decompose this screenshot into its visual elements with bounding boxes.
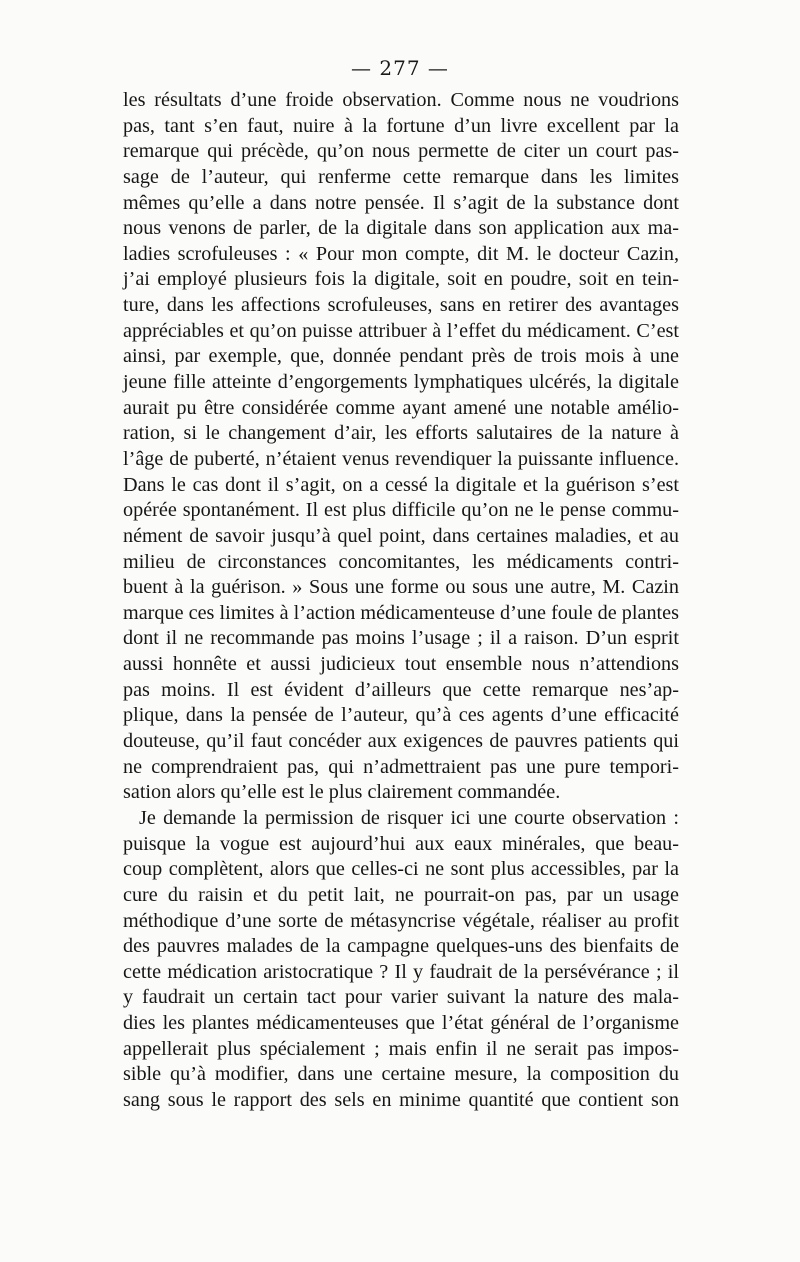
text-line: ladies scrofuleuses : « Pour mon compte, dit M. le docteur Cazin, <box>123 242 679 265</box>
text-line: jeune fille atteinte d’engorgements lymphatiques ulcérés, la digitale <box>123 371 679 394</box>
text-line: puisque la vogue est aujourd’hui aux eaux minérales, que beau- <box>123 832 679 855</box>
text-line: appellerait plus spécialement ; mais enfin il ne serait pas impos- <box>123 1037 679 1060</box>
text-line: pas moins. Il est évident d’ailleurs que cette remarque nes’ap- <box>123 678 679 701</box>
page-number: — 277 — <box>351 56 449 80</box>
text-line: méthodique d’une sorte de métasyncrise végétale, réaliser au profit <box>123 909 679 932</box>
text-line: les résultats d’une froide observation. Comme nous ne voudrions <box>123 89 679 111</box>
text-line: aussi honnête et aussi judicieux tout ensemble nous n’attendions <box>123 653 679 676</box>
text-line: ture, dans les affections scrofuleuses, sans en retirer des avantages <box>123 294 679 317</box>
text-line: nément de savoir jusqu’à quel point, dans certaines maladies, et au <box>123 524 679 547</box>
text-line: sation alors qu’elle est le plus clairement commandée. <box>123 781 561 804</box>
body-text <box>123 88 679 1114</box>
text-line: douteuse, qu’il faut concéder aux exigences de pauvres patients qui <box>123 730 679 753</box>
text-line: j’ai employé plusieurs fois la digitale, soit en poudre, soit en tein- <box>123 268 679 291</box>
text-line: cette médication aristocratique ? Il y faudrait de la persévérance ; il <box>123 960 679 983</box>
text-line: sang sous le rapport des sels en minime quantité que contient son <box>123 1088 679 1111</box>
text-line: Dans le cas dont il s’agit, on a cessé la digitale et la guérison s’est <box>123 473 679 496</box>
text-line: dont il ne recommande pas moins l’usage ; il a raison. D’un esprit <box>123 627 679 650</box>
text-line: remarque qui précède, qu’on nous permette de citer un court pas- <box>123 140 679 163</box>
text-line: pas, tant s’en faut, nuire à la fortune d’un livre excellent par la <box>123 114 679 137</box>
text-line: plique, dans la pensée de l’auteur, qu’à ces agents d’une efficacité <box>123 704 679 727</box>
text-line: marque ces limites à l’action médicamenteuse d’une foule de plantes <box>123 601 679 624</box>
text-line: ration, si le changement d’air, les efforts salutaires de la nature à <box>123 422 679 445</box>
text-line: Je demande la permission de risquer ici une courte observation : <box>139 806 679 829</box>
text-line: ainsi, par exemple, que, donnée pendant près de trois mois à une <box>123 345 679 368</box>
text-line: ne comprendraient pas, qui n’admettraient pas une pure tempori- <box>123 755 679 778</box>
text-line: sage de l’auteur, qui renferme cette remarque dans les limites <box>123 165 679 188</box>
text-line: sible qu’à modifier, dans une certaine mesure, la composition du <box>123 1063 679 1086</box>
text-line: opérée spontanément. Il est plus difficile qu’on ne le pense commu- <box>123 499 679 522</box>
text-line: aurait pu être considérée comme ayant amené une notable amélio- <box>123 396 679 419</box>
text-line: buent à la guérison. » Sous une forme ou sous une autre, M. Cazin <box>123 576 679 599</box>
text-line: mêmes qu’elle a dans notre pensée. Il s’agit de la substance dont <box>123 191 679 214</box>
text-line: l’âge de puberté, n’étaient venus revendiquer la puissante influence. <box>123 447 679 470</box>
text-line: nous venons de parler, de la digitale dans son application aux ma- <box>123 217 679 240</box>
text-line: des pauvres malades de la campagne quelques-uns des bienfaits de <box>123 935 679 958</box>
text-line: milieu de circonstances concomitantes, les médicaments contri- <box>123 550 679 573</box>
text-line: y faudrait un certain tact pour varier suivant la nature des mala- <box>123 986 679 1009</box>
text-line: coup complètent, alors que celles-ci ne sont plus accessibles, par la <box>123 858 679 881</box>
text-line: cure du raisin et du petit lait, ne pourrait-on pas, par un usage <box>123 883 679 906</box>
text-line: appréciables et qu’on puisse attribuer à l’effet du médicament. C’est <box>123 319 679 342</box>
text-line: dies les plantes médicamenteuses que l’état général de l’organisme <box>123 1012 679 1035</box>
